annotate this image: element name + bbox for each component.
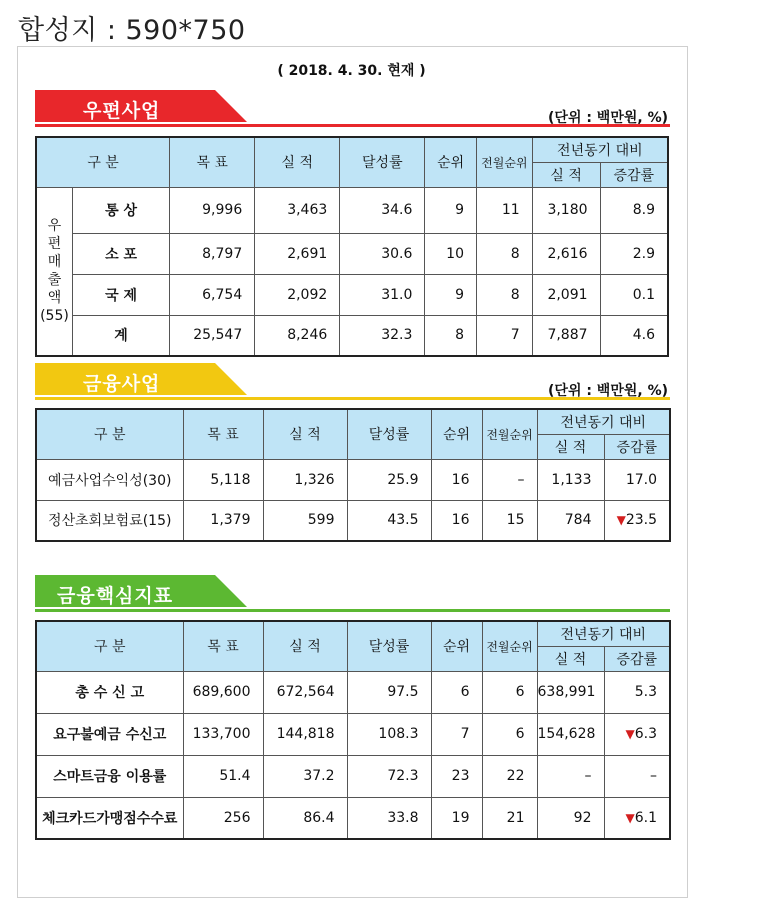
yoy-change-cell [604,459,670,500]
table-row [36,500,670,541]
target-cell: 51.4 [183,755,263,797]
row-name: 소 포 [72,233,169,274]
prev-rank-cell: 6 [482,671,537,713]
group-label-char: (55) [40,308,69,325]
target-cell: 25,547 [170,315,255,356]
prev-rank-cell: 7 [477,315,533,356]
actual-cell: 1,326 [263,459,347,500]
header-yoy-actual: 실 적 [532,162,600,187]
yoy-change-value: 6.1 [634,809,658,826]
row-name: 예금사업수익성(30) [36,459,183,500]
header-prev-rank: 전월순위 [482,621,537,671]
actual-cell: 8,246 [255,315,340,356]
actual-cell: 37.2 [263,755,347,797]
rate-cell: 108.3 [347,713,431,755]
yoy-actual-cell: 2,616 [532,233,600,274]
header-category: 구 분 [36,409,183,459]
kpi-table [35,620,671,840]
yoy-change-value: 6.3 [634,726,658,742]
row-name: 국 제 [72,274,169,315]
rank-cell: 23 [431,755,482,797]
target-cell: 5,118 [183,459,263,500]
actual-cell: 672,564 [263,671,347,713]
target-cell: 689,600 [183,671,263,713]
caption: 합성지 : 590*750 [18,15,246,46]
yoy-change-cell [604,671,670,713]
rank-cell: 10 [425,233,477,274]
rank-cell: 16 [431,500,482,541]
yoy-actual-cell: 7,887 [532,315,600,356]
row-name: 스마트금융 이용률 [36,755,183,797]
row-name: 체크카드가맹점수수료 [36,797,183,839]
row-name: 통 상 [72,187,169,233]
rate-cell: 34.6 [340,187,425,233]
actual-cell: 144,818 [263,713,347,755]
header-yoy-actual: 실 적 [537,434,604,459]
prev-rank-cell: 15 [482,500,537,541]
rank-cell: 6 [431,671,482,713]
kpi-title: 금융핵심지표 [57,585,174,607]
actual-cell: 599 [263,500,347,541]
yoy-change-value: 8.9 [632,202,655,218]
yoy-change-cell [604,755,670,797]
rate-cell: 32.3 [340,315,425,356]
header-actual: 실 적 [263,621,347,671]
table-row [36,459,670,500]
target-cell: 133,700 [183,713,263,755]
down-triangle-icon: ▼ [625,810,635,825]
yoy-actual-cell: – [537,755,604,797]
yoy-change-value: 17.0 [625,471,658,488]
rank-cell: 7 [431,713,482,755]
header-yoy-change: 증감률 [604,434,670,459]
table-row [36,187,668,233]
row-name: 계 [72,315,169,356]
row-name: 요구불예금 수신고 [36,713,183,755]
prev-rank-cell: 8 [477,233,533,274]
yoy-actual-cell: 92 [537,797,604,839]
row-name: 정산초회보험료(15) [36,500,183,541]
actual-cell: 86.4 [263,797,347,839]
finance-unit: (단위 : 백만원, %) [548,383,668,399]
header-prev-rank: 전월순위 [477,137,533,187]
header-target: 목 표 [183,409,263,459]
table-row [36,755,670,797]
header-category: 구 분 [36,621,183,671]
table-row [36,671,670,713]
yoy-change-cell [604,797,670,839]
target-cell: 1,379 [183,500,263,541]
table-row [36,713,670,755]
header-rank: 순위 [431,621,482,671]
table-row [36,274,668,315]
postal-unit: (단위 : 백만원, %) [548,110,668,126]
postal-table [35,136,669,357]
yoy-actual-cell: 1,133 [537,459,604,500]
target-cell: 256 [183,797,263,839]
yoy-actual-cell: 2,091 [532,274,600,315]
rank-cell: 9 [425,187,477,233]
header-category: 구 분 [36,137,170,187]
group-label-char: 액 [47,290,62,307]
header-yoy-change: 증감률 [604,646,670,671]
rate-cell: 43.5 [347,500,431,541]
actual-cell: 3,463 [255,187,340,233]
rank-cell: 8 [425,315,477,356]
finance-table [35,408,671,542]
prev-rank-cell: – [482,459,537,500]
rank-cell: 16 [431,459,482,500]
rate-cell: 97.5 [347,671,431,713]
postal-title: 우편사업 [83,100,161,122]
header-achievement: 달성률 [347,621,431,671]
header-achievement: 달성률 [347,409,431,459]
row-name: 총 수 신 고 [36,671,183,713]
prev-rank-cell: 6 [482,713,537,755]
header-yoy-actual: 실 적 [537,646,604,671]
yoy-change-cell [604,500,670,541]
yoy-change-cell [604,713,670,755]
header-yoy: 전년동기 대비 [537,621,670,646]
rate-cell: 72.3 [347,755,431,797]
actual-cell: 2,092 [255,274,340,315]
yoy-change-value: 0.1 [632,286,655,303]
down-triangle-icon: ▼ [625,727,635,741]
finance-title: 금융사업 [83,373,161,395]
yoy-change-cell [600,274,668,315]
yoy-actual-cell: 784 [537,500,604,541]
table-row [36,315,668,356]
yoy-actual-cell: 154,628 [537,713,604,755]
group-label-char: 매 [47,254,62,271]
rate-cell: 33.8 [347,797,431,839]
yoy-change-cell [600,315,668,356]
yoy-change-value: 4.6 [632,327,655,344]
header-rank: 순위 [425,137,477,187]
rank-cell: 9 [425,274,477,315]
yoy-actual-cell: 638,991 [537,671,604,713]
table-row [36,233,668,274]
header-target: 목 표 [183,621,263,671]
target-cell: 6,754 [170,274,255,315]
yoy-change-cell [600,187,668,233]
yoy-change-value: 5.3 [634,684,658,700]
down-triangle-icon: ▼ [616,513,626,528]
table-row [36,797,670,839]
header-achievement: 달성률 [340,137,425,187]
yoy-change-value: 23.5 [625,512,658,529]
header-yoy: 전년동기 대비 [537,409,670,434]
header-actual: 실 적 [263,409,347,459]
group-label-char: 편 [47,236,62,253]
actual-cell: 2,691 [255,233,340,274]
rate-cell: 31.0 [340,274,425,315]
yoy-change-value: 2.9 [632,245,655,262]
header-yoy: 전년동기 대비 [532,137,668,162]
yoy-change-cell [600,233,668,274]
rate-cell: 30.6 [340,233,425,274]
header-yoy-change: 증감률 [600,162,668,187]
header-actual: 실 적 [255,137,340,187]
kpi-banner [35,575,670,613]
prev-rank-cell: 8 [477,274,533,315]
yoy-actual-cell: 3,180 [532,187,600,233]
header-rank: 순위 [431,409,482,459]
header-prev-rank: 전월순위 [482,409,537,459]
group-label-char: 출 [47,272,62,289]
group-label-char: 우 [47,218,62,235]
target-cell: 8,797 [170,233,255,274]
group-label [36,187,72,356]
prev-rank-cell: 22 [482,755,537,797]
rank-cell: 19 [431,797,482,839]
target-cell: 9,996 [170,187,255,233]
header-target: 목 표 [170,137,255,187]
rate-cell: 25.9 [347,459,431,500]
prev-rank-cell: 21 [482,797,537,839]
prev-rank-cell: 11 [477,187,533,233]
report-date: ( 2018. 4. 30. 현재 ) [277,63,426,79]
yoy-change-value: – [650,768,658,784]
